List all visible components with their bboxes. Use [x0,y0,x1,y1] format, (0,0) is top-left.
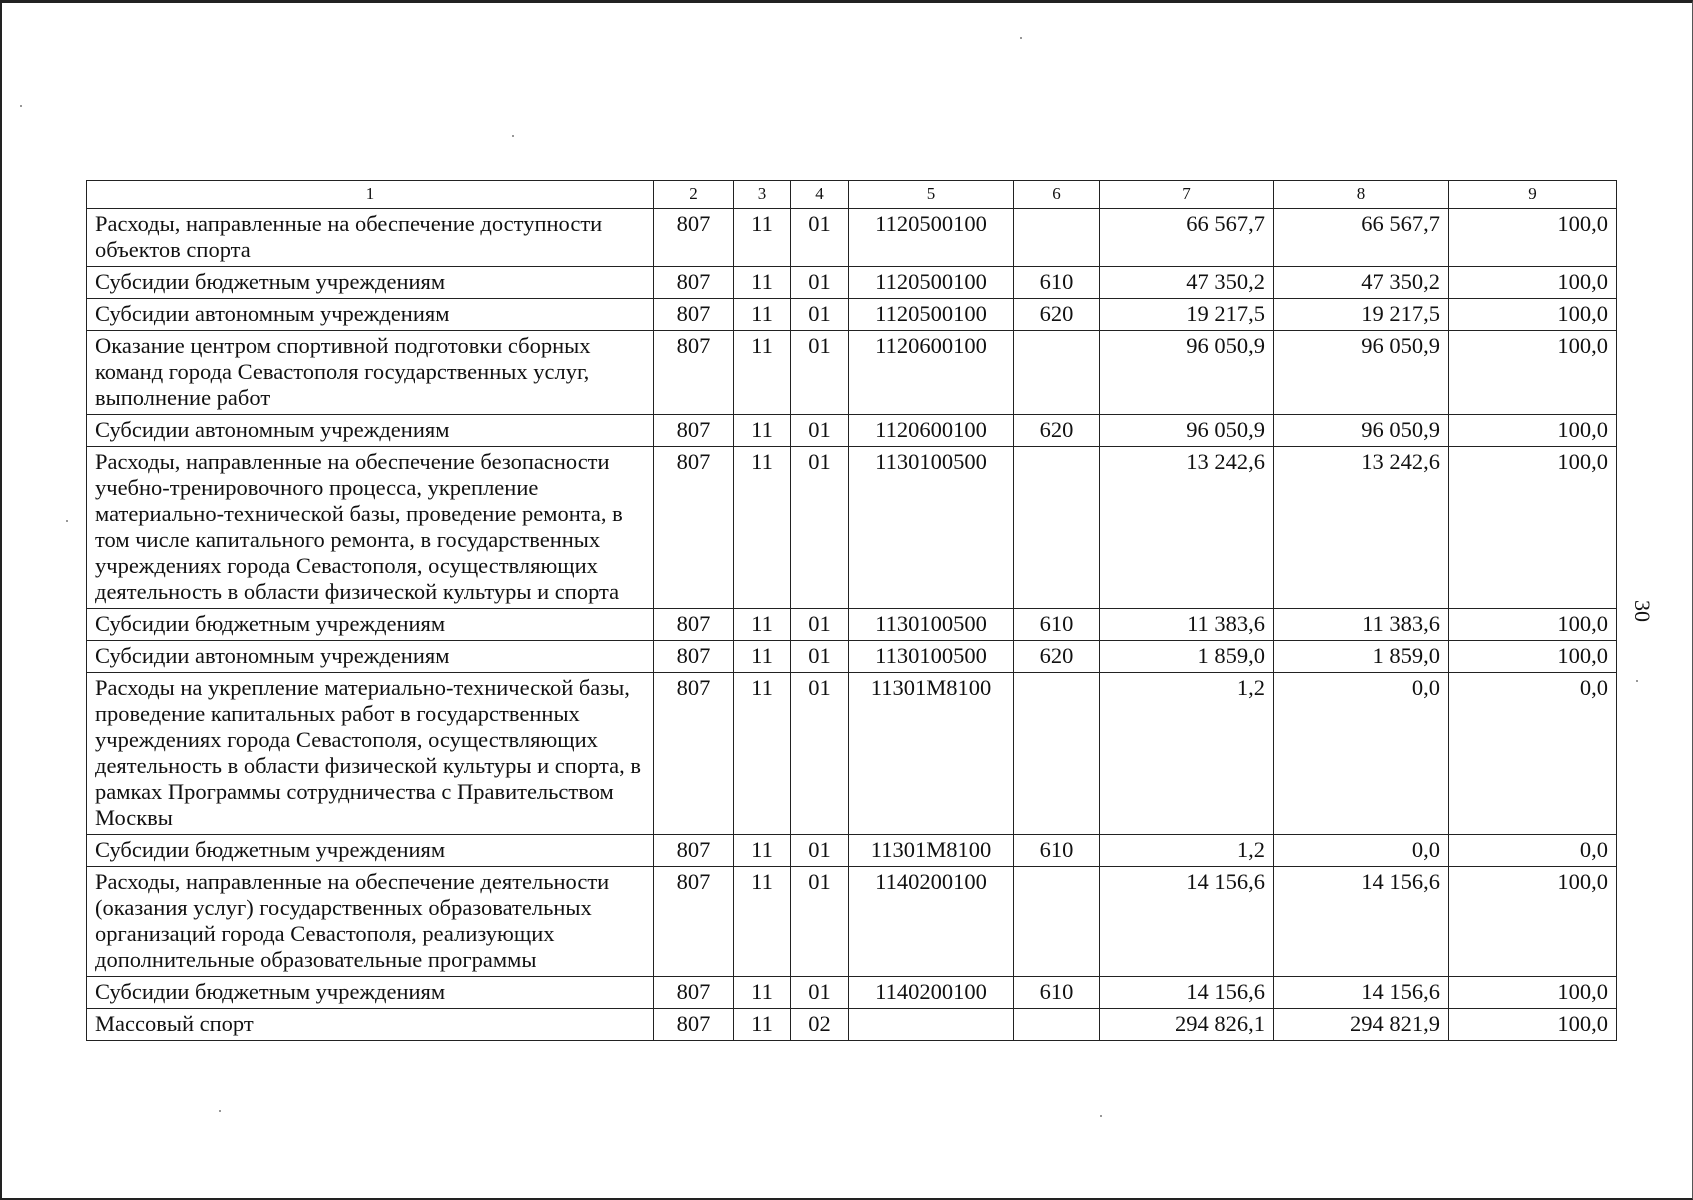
cell-actual-amount: 96 050,9 [1274,415,1449,447]
cell-section: 11 [734,267,791,299]
column-header: 5 [849,181,1014,209]
expense-name: Субсидии автономным учреждениям [87,299,654,331]
cell-ministry-code: 807 [654,609,734,641]
cell-expense-type [1014,447,1100,609]
cell-actual-amount: 0,0 [1274,835,1449,867]
cell-section: 11 [734,415,791,447]
expense-name: Субсидии бюджетным учреждениям [87,267,654,299]
cell-percent: 0,0 [1449,673,1617,835]
cell-ministry-code: 807 [654,447,734,609]
cell-planned-amount: 96 050,9 [1100,415,1274,447]
table-row [87,609,1617,641]
cell-target-article: 1130100500 [849,641,1014,673]
cell-expense-type [1014,331,1100,415]
cell-percent: 100,0 [1449,609,1617,641]
cell-expense-type: 610 [1014,267,1100,299]
cell-actual-amount: 11 383,6 [1274,609,1449,641]
cell-planned-amount: 11 383,6 [1100,609,1274,641]
cell-subsection: 01 [791,331,849,415]
table-row [87,209,1617,267]
table-row [87,977,1617,1009]
cell-section: 11 [734,835,791,867]
cell-ministry-code: 807 [654,977,734,1009]
cell-planned-amount: 1 859,0 [1100,641,1274,673]
expense-name: Субсидии автономным учреждениям [87,641,654,673]
cell-actual-amount: 13 242,6 [1274,447,1449,609]
cell-target-article: 1130100500 [849,447,1014,609]
expense-name: Субсидии бюджетным учреждениям [87,835,654,867]
cell-section: 11 [734,641,791,673]
table-row [87,867,1617,977]
column-header: 4 [791,181,849,209]
cell-expense-type [1014,673,1100,835]
cell-target-article [849,1009,1014,1041]
cell-subsection: 01 [791,977,849,1009]
expense-name: Массовый спорт [87,1009,654,1041]
column-header: 2 [654,181,734,209]
cell-planned-amount: 294 826,1 [1100,1009,1274,1041]
cell-ministry-code: 807 [654,299,734,331]
cell-percent: 100,0 [1449,415,1617,447]
cell-ministry-code: 807 [654,267,734,299]
table-row [87,641,1617,673]
cell-expense-type: 620 [1014,641,1100,673]
cell-subsection: 02 [791,1009,849,1041]
scan-speck [512,135,514,137]
expense-name: Оказание центром спортивной подготовки сборных команд города Севастополя государственных услуг, выполнение работ [87,331,654,415]
column-header: 7 [1100,181,1274,209]
cell-planned-amount: 1,2 [1100,835,1274,867]
cell-subsection: 01 [791,609,849,641]
cell-planned-amount: 14 156,6 [1100,867,1274,977]
cell-ministry-code: 807 [654,331,734,415]
cell-percent: 0,0 [1449,835,1617,867]
cell-percent: 100,0 [1449,267,1617,299]
cell-percent: 100,0 [1449,209,1617,267]
table-row [87,331,1617,415]
expense-name: Субсидии бюджетным учреждениям [87,609,654,641]
expense-name: Субсидии бюджетным учреждениям [87,977,654,1009]
cell-actual-amount: 14 156,6 [1274,867,1449,977]
cell-target-article: 1120600100 [849,331,1014,415]
cell-section: 11 [734,331,791,415]
cell-actual-amount: 14 156,6 [1274,977,1449,1009]
column-header: 9 [1449,181,1617,209]
cell-actual-amount: 294 821,9 [1274,1009,1449,1041]
cell-percent: 100,0 [1449,331,1617,415]
cell-actual-amount: 1 859,0 [1274,641,1449,673]
table-row [87,447,1617,609]
cell-section: 11 [734,299,791,331]
cell-planned-amount: 96 050,9 [1100,331,1274,415]
cell-subsection: 01 [791,447,849,609]
expense-name: Расходы, направленные на обеспечение безопасности учебно-тренировочного процесса, укрепление материально-технической базы, проведение ремонта, в том числе капитального ремонта, в государственных учреждениях города Севастополя, осуществляющих деятельность в области физической культуры и спорта [87,447,654,609]
cell-section: 11 [734,447,791,609]
scan-speck [1020,37,1022,39]
cell-expense-type: 610 [1014,609,1100,641]
cell-subsection: 01 [791,673,849,835]
expense-name: Расходы, направленные на обеспечение деятельности (оказания услуг) государственных образовательных организаций города Севастополя, реализующих дополнительные образовательные программы [87,867,654,977]
cell-target-article: 11301M8100 [849,673,1014,835]
cell-percent: 100,0 [1449,641,1617,673]
cell-ministry-code: 807 [654,209,734,267]
cell-ministry-code: 807 [654,673,734,835]
cell-section: 11 [734,609,791,641]
cell-subsection: 01 [791,209,849,267]
cell-ministry-code: 807 [654,835,734,867]
cell-ministry-code: 807 [654,641,734,673]
scan-speck [1636,680,1638,682]
cell-subsection: 01 [791,299,849,331]
cell-subsection: 01 [791,415,849,447]
cell-planned-amount: 13 242,6 [1100,447,1274,609]
cell-subsection: 01 [791,835,849,867]
cell-planned-amount: 66 567,7 [1100,209,1274,267]
cell-actual-amount: 96 050,9 [1274,331,1449,415]
cell-expense-type: 620 [1014,415,1100,447]
cell-planned-amount: 47 350,2 [1100,267,1274,299]
cell-target-article: 1120500100 [849,267,1014,299]
cell-section: 11 [734,977,791,1009]
cell-actual-amount: 0,0 [1274,673,1449,835]
column-header: 1 [87,181,654,209]
cell-expense-type: 610 [1014,835,1100,867]
table-row [87,673,1617,835]
column-header: 3 [734,181,791,209]
cell-ministry-code: 807 [654,867,734,977]
cell-percent: 100,0 [1449,867,1617,977]
cell-target-article: 1120500100 [849,209,1014,267]
budget-table [86,180,1617,1041]
cell-planned-amount: 1,2 [1100,673,1274,835]
cell-subsection: 01 [791,867,849,977]
cell-percent: 100,0 [1449,977,1617,1009]
table-row [87,267,1617,299]
cell-section: 11 [734,209,791,267]
cell-target-article: 1130100500 [849,609,1014,641]
cell-percent: 100,0 [1449,447,1617,609]
scan-speck [219,1110,221,1112]
cell-subsection: 01 [791,267,849,299]
cell-actual-amount: 66 567,7 [1274,209,1449,267]
cell-percent: 100,0 [1449,1009,1617,1041]
cell-subsection: 01 [791,641,849,673]
cell-expense-type: 620 [1014,299,1100,331]
cell-target-article: 1120600100 [849,415,1014,447]
cell-section: 11 [734,673,791,835]
cell-target-article: 1140200100 [849,977,1014,1009]
expense-name: Расходы, направленные на обеспечение доступности объектов спорта [87,209,654,267]
cell-actual-amount: 47 350,2 [1274,267,1449,299]
cell-expense-type [1014,867,1100,977]
cell-planned-amount: 19 217,5 [1100,299,1274,331]
table-header-row [87,181,1617,209]
cell-expense-type [1014,1009,1100,1041]
cell-section: 11 [734,1009,791,1041]
cell-ministry-code: 807 [654,415,734,447]
table-row [87,415,1617,447]
column-header: 8 [1274,181,1449,209]
expense-name: Расходы на укрепление материально-технической базы, проведение капитальных работ в государственных учреждениях города Севастополя, осуществляющих деятельность в области физической культуры и спорта, в рамках Программы сотрудничества с Правительством Москвы [87,673,654,835]
cell-ministry-code: 807 [654,1009,734,1041]
table-row [87,1009,1617,1041]
cell-target-article: 1140200100 [849,867,1014,977]
expense-name: Субсидии автономным учреждениям [87,415,654,447]
cell-target-article: 1120500100 [849,299,1014,331]
cell-target-article: 11301M8100 [849,835,1014,867]
table-row [87,299,1617,331]
scan-speck [20,105,22,107]
cell-percent: 100,0 [1449,299,1617,331]
scan-speck [66,520,68,522]
cell-section: 11 [734,867,791,977]
cell-expense-type [1014,209,1100,267]
column-header: 6 [1014,181,1100,209]
cell-expense-type: 610 [1014,977,1100,1009]
scan-speck [1100,1115,1102,1117]
cell-actual-amount: 19 217,5 [1274,299,1449,331]
cell-planned-amount: 14 156,6 [1100,977,1274,1009]
table-row [87,835,1617,867]
page-number: 30 [1630,600,1655,622]
